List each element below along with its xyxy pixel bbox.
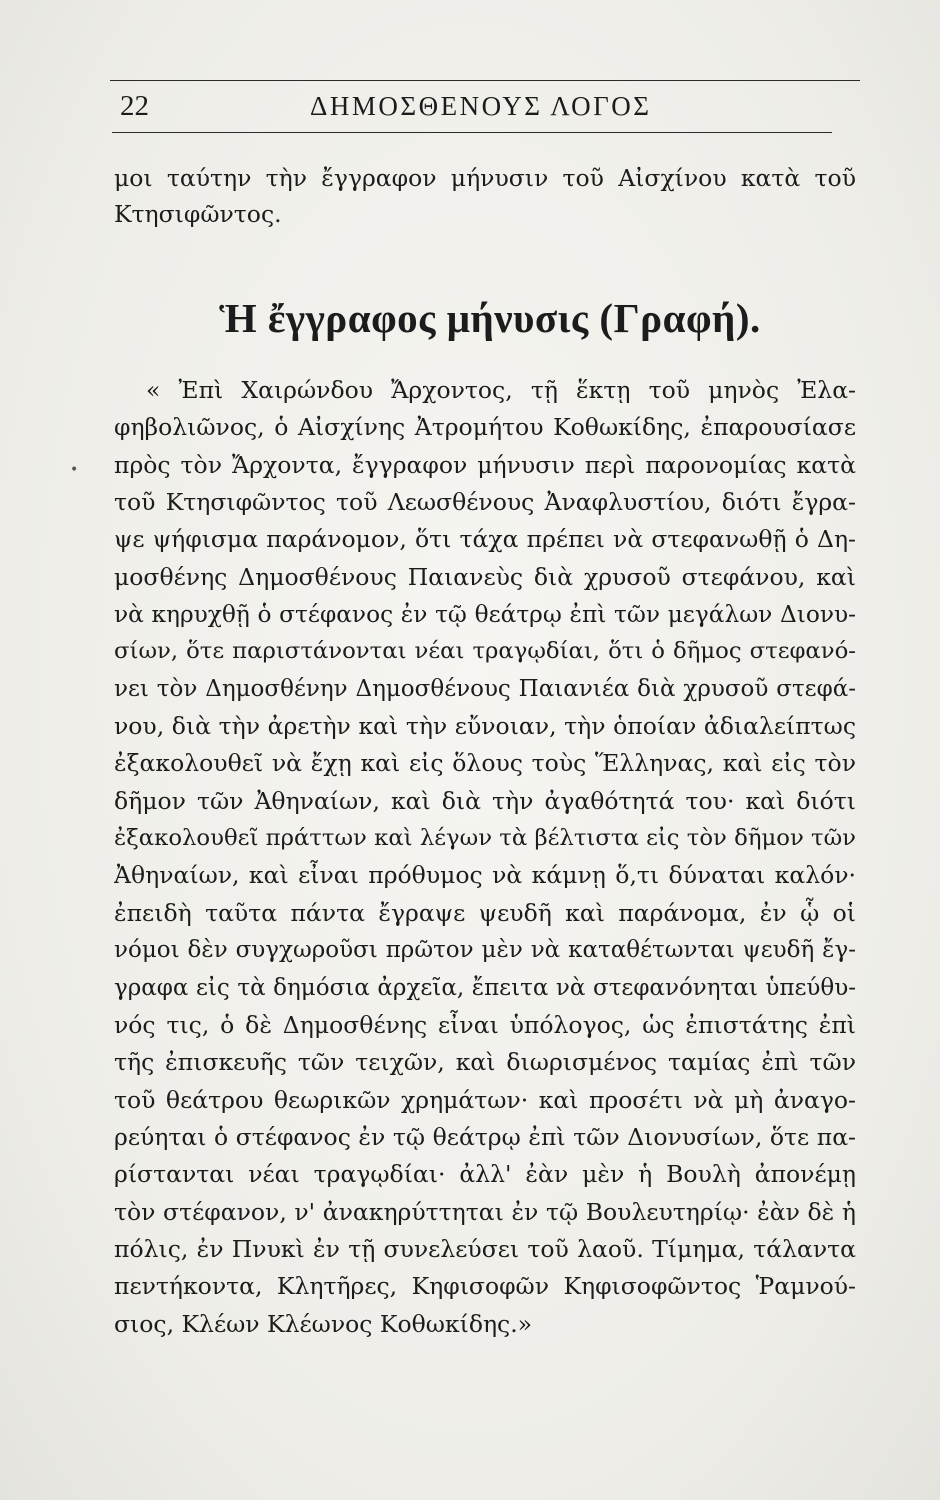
indictment-text [114, 372, 856, 1343]
running-title: ΔΗΜΟΣΘΕΝΟΥΣ ΛΟΓΟΣ [310, 91, 652, 121]
text-line: σίων, ὅτε παριστάνονται νέαι τραγῳδίαι, ὅτι ὁ δῆμος στεφανό- [114, 638, 856, 665]
text-line: « Ἐπὶ Χαιρώνδου Ἄρχοντος, τῇ ἕκτῃ τοῦ μηνὸς Ἐλα- [146, 376, 856, 404]
text-line: τῆς ἐπισκευῆς τῶν τειχῶν, καὶ διωρισμένος ταμίας ἐπὶ τῶν [114, 1048, 856, 1077]
header-rule-bottom [112, 132, 832, 133]
text-line: νὰ κηρυχθῇ ὁ στέφανος ἐν τῷ θεάτρῳ ἐπὶ τῶν μεγάλων Διονυ- [114, 601, 856, 629]
text-line: ρίστανται νέαι τραγῳδίαι· ἀλλ' ἐὰν μὲν ἡ Βουλὴ ἀπονέμῃ [114, 1160, 856, 1189]
text-line: ἐξακολουθεῖ πράττων καὶ λέγων τὰ βέλτιστα εἰς τὸν δῆμον τῶν [114, 825, 856, 852]
text-line: Κτησιφῶντος. [114, 200, 282, 229]
page-number: 22 [120, 90, 149, 122]
text-line: νου, διὰ τὴν ἀρετὴν καὶ τὴν εὔνοιαν, τὴν ὁποίαν ἀδιαλείπτως [114, 712, 856, 741]
running-head [112, 86, 832, 126]
text-line: νει τὸν Δημοσθένην Δημοσθένους Παιανιέα διὰ χρυσοῦ στεφά- [114, 675, 856, 702]
text-line: νόμοι δὲν συγχωροῦσι πρῶτον μὲν νὰ καταθέτωνται ψευδῆ ἔγ- [114, 937, 856, 964]
margin-mark: • [70, 462, 79, 478]
text-line: φηβολιῶνος, ὁ Αἰσχίνης Ἀτρομήτου Κοθωκίδης, ἐπαρουσίασε [114, 413, 856, 442]
section-heading: Ἡ ἔγγραφος μήνυσις (Γραφή). [219, 295, 761, 341]
text-line: τὸν στέφανον, ν' ἀνακηρύττηται ἐν τῷ Βουλευτηρίῳ· ἐὰν δὲ ἡ [114, 1197, 856, 1226]
header-rule-top [110, 80, 860, 81]
text-line: Ἀθηναίων, καὶ εἶναι πρόθυμος νὰ κάμνῃ ὅ,τι δύναται καλόν· [114, 861, 856, 890]
text-line: ἐπειδὴ ταῦτα πάντα ἔγραψε ψευδῆ καὶ παράνομα, ἐν ᾧ οἱ [114, 898, 856, 927]
text-line: σιος, Κλέων Κλέωνος Κοθωκίδης.» [114, 1309, 533, 1338]
text-line: ρεύηται ὁ στέφανος ἐν τῷ θεάτρῳ ἐπὶ τῶν Διονυσίων, ὅτε πα- [114, 1122, 856, 1151]
text-line: πεντήκοντα, Κλητῆρες, Κηφισοφῶν Κηφισοφῶντος Ῥαμνού- [114, 1272, 856, 1301]
text-line: πρὸς τὸν Ἄρχοντα, ἔγγραφον μήνυσιν περὶ παρονομίας κατὰ [114, 450, 856, 479]
text-line: ἐξακολουθεῖ νὰ ἔχῃ καὶ εἰς ὅλους τοὺς Ἕλληνας, καὶ εἰς τὸν [114, 749, 856, 778]
text-line: ψε ψήφισμα παράνομον, ὅτι τάχα πρέπει νὰ στεφανωθῇ ὁ Δη- [114, 525, 856, 554]
text-line: τοῦ θεάτρου θεωρικῶν χρημάτων· καὶ προσέτι νὰ μὴ ἀναγο- [114, 1085, 856, 1114]
text-line: μοσθένης Δημοσθένους Παιανεὺς διὰ χρυσοῦ στεφάνου, καὶ [114, 562, 856, 591]
text-line: μοι ταύτην τὴν ἔγγραφον μήνυσιν τοῦ Αἰσχίνου κατὰ τοῦ [114, 164, 856, 192]
text-line: τοῦ Κτησιφῶντος τοῦ Λεωσθένους Ἀναφλυστίου, διότι ἔγρα- [114, 488, 856, 517]
text-line: δῆμον τῶν Ἀθηναίων, καὶ διὰ τὴν ἀγαθότητά του· καὶ διότι [114, 786, 856, 815]
text-line: νός τις, ὁ δὲ Δημοσθένης εἶναι ὑπόλογος, ὡς ἐπιστάτης ἐπὶ [114, 1010, 856, 1039]
intro-paragraph [114, 160, 856, 232]
text-line: πόλις, ἐν Πνυκὶ ἐν τῇ συνελεύσει τοῦ λαοῦ. Τίμημα, τάλαντα [114, 1234, 856, 1263]
text-line: γραφα εἰς τὰ δημόσια ἀρχεῖα, ἔπειτα νὰ στεφανόνηται ὑπεύθυ- [114, 974, 856, 1001]
